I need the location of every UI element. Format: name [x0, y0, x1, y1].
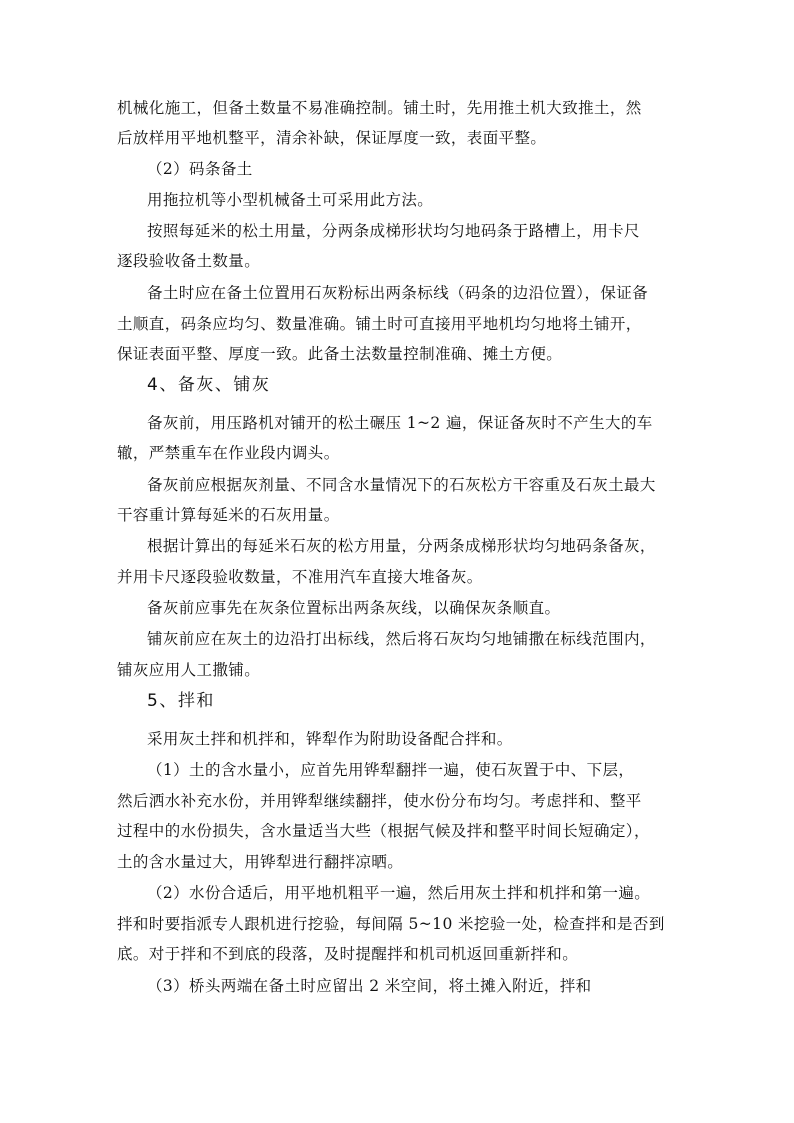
text-line: 用拖拉机等小型机械备土可采用此方法。 [147, 191, 434, 209]
section-subheading: （2）码条备土 [147, 160, 253, 178]
text-line: 采用灰土拌和机拌和，铧犁作为附助设备配合拌和。 [147, 730, 513, 748]
text-line: 然后洒水补充水份，并用铧犁继续翻拌，使水份分布均匀。考虑拌和、整平 [117, 792, 642, 810]
text-line: （3）桥头两端在备土时应留出 2 米空间，将土摊入附近，拌和 [147, 977, 592, 995]
text-line: 并用卡尺逐段验收数量，不准用汽车直接大堆备灰。 [117, 568, 483, 586]
text-line: 后放样用平地机整平，清余补缺，保证厚度一致，表面平整。 [117, 129, 547, 147]
text-line: 拌和时要指派专人跟机进行挖验，每间隔 5~10 米挖验一处，检查拌和是否到 [117, 915, 665, 933]
text-line: 备灰前应根据灰剂量、不同含水量情况下的石灰松方干容重及石灰土最大 [147, 476, 656, 494]
text-line: 土顺直，码条应均匀、数量准确。铺土时可直接用平地机均匀地将土铺开， [117, 315, 642, 333]
text-line: 底。对于拌和不到底的段落，及时提醒拌和机司机返回重新拌和。 [117, 945, 579, 963]
text-line: 过程中的水份损失，含水量适当大些（根据气候及拌和整平时间长短确定）， [117, 822, 650, 840]
text-line: 备土时应在备土位置用石灰粉标出两条标线（码条的边沿位置），保证备 [147, 284, 649, 302]
text-line: 铺灰前应在灰土的边沿打出标线，然后将石灰均匀地铺撒在标线范围内， [147, 630, 656, 648]
text-line: 干容重计算每延米的石灰用量。 [117, 506, 340, 524]
text-line: 土的含水量过大，用铧犁进行翻拌凉晒。 [117, 853, 404, 871]
text-line: 备灰前，用压路机对铺开的松土碾压 1~2 遍，保证备灰时不产生大的车 [147, 414, 653, 432]
text-line: 铺灰应用人工撒铺。 [117, 661, 261, 679]
text-line: 逐段验收备土数量。 [117, 252, 261, 270]
text-line: （2）水份合适后，用平地机粗平一遍，然后用灰土拌和机拌和第一遍。 [147, 884, 651, 902]
text-line: 机械化施工，但备土数量不易准确控制。铺土时，先用推土机大致推土，然 [117, 99, 642, 117]
text-line: 按照每延米的松土用量，分两条成梯形状均匀地码条于路槽上，用卡尺 [147, 222, 640, 240]
text-line: 备灰前应事先在灰条位置标出两条灰线，以确保灰条顺直。 [147, 599, 561, 617]
text-line: 根据计算出的每延米石灰的松方用量，分两条成梯形状均匀地码条备灰， [147, 537, 656, 555]
section-heading: 5、拌和 [147, 691, 215, 711]
section-heading: 4、备灰、铺灰 [147, 375, 271, 395]
text-line: 辙，严禁重车在作业段内调头。 [117, 444, 340, 462]
text-line: 保证表面平整、厚度一致。此备土法数量控制准确、摊土方便。 [117, 345, 563, 363]
text-line: （1）土的含水量小，应首先用铧犁翻拌一遍，使石灰置于中、下层， [147, 761, 635, 779]
